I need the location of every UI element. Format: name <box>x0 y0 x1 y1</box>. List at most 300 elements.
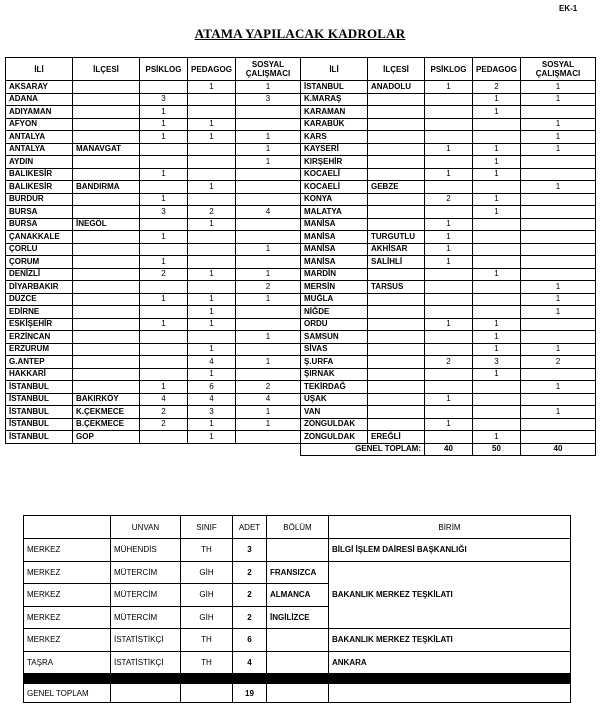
cell-class: TH <box>181 629 233 652</box>
cell-ilce <box>73 318 140 331</box>
table-row <box>6 206 596 219</box>
cell-ilce <box>368 381 425 394</box>
cell-il: DENİZLİ <box>6 268 73 281</box>
cell-pedagog: 1 <box>188 218 236 231</box>
table-header-row <box>24 516 571 539</box>
col-ilce: İLÇESİ <box>73 58 140 81</box>
cell-sosyal: 1 <box>236 331 301 344</box>
cell-sosyal <box>521 318 596 331</box>
cell-pedagog <box>188 281 236 294</box>
cell-il: ERZURUM <box>6 343 73 356</box>
cell-psikolog: 3 <box>140 93 188 106</box>
cell-sosyal: 1 <box>521 406 596 419</box>
cell-il: İSTANBUL <box>6 393 73 406</box>
cell-class: GİH <box>181 561 233 584</box>
cell-psikolog: 2 <box>140 406 188 419</box>
cell-ilce <box>368 106 425 119</box>
cell-il: BALIKESİR <box>6 168 73 181</box>
table-row <box>6 318 596 331</box>
cell-psikolog <box>425 156 473 169</box>
cell-psikolog <box>140 243 188 256</box>
cell-psikolog: 1 <box>425 218 473 231</box>
cell-il: ŞIRNAK <box>301 368 368 381</box>
cell-il: KARS <box>301 131 368 144</box>
cell-psikolog: 1 <box>425 318 473 331</box>
cell-class: TH <box>181 539 233 562</box>
cell-psikolog <box>425 131 473 144</box>
cell-sosyal: 1 <box>521 306 596 319</box>
table-row <box>6 343 596 356</box>
cell-sosyal <box>521 256 596 269</box>
cell-psikolog: 1 <box>425 256 473 269</box>
cell-unit: BAKANLIK MERKEZ TEŞKİLATI <box>329 629 571 652</box>
cell-sosyal <box>236 168 301 181</box>
cell-sosyal: 1 <box>521 81 596 94</box>
cell-il: DİYARBAKIR <box>6 281 73 294</box>
cell-pedagog: 1 <box>188 306 236 319</box>
cell-sosyal: 1 <box>521 131 596 144</box>
cell-psikolog <box>140 218 188 231</box>
cell-sosyal <box>521 168 596 181</box>
cell-pedagog <box>188 106 236 119</box>
cell-sosyal <box>236 193 301 206</box>
cell-il: VAN <box>301 406 368 419</box>
cell-pedagog: 1 <box>188 131 236 144</box>
cell-ilce <box>368 406 425 419</box>
cell-ilce <box>73 306 140 319</box>
cell-il: İSTANBUL <box>6 406 73 419</box>
table-row <box>6 143 596 156</box>
cell-ilce <box>368 93 425 106</box>
col-psikolog: PSİKLOG <box>425 58 473 81</box>
cell-psikolog <box>425 331 473 344</box>
cell-section: FRANSIZCA <box>267 561 329 584</box>
cell-psikolog <box>425 118 473 131</box>
cell-il: MALATYA <box>301 206 368 219</box>
cell-ilce: ANADOLU <box>368 81 425 94</box>
cell-ilce: TARSUS <box>368 281 425 294</box>
cell-pedagog <box>473 218 521 231</box>
table-row <box>6 331 596 344</box>
cell-class: GİH <box>181 584 233 607</box>
cell-ilce <box>368 193 425 206</box>
cell-psikolog: 1 <box>140 293 188 306</box>
positions-table <box>5 57 596 456</box>
separator-row <box>24 674 571 684</box>
cell-psikolog: 1 <box>425 143 473 156</box>
table-row <box>6 193 596 206</box>
table-row <box>6 181 596 194</box>
cell-il: ADANA <box>6 93 73 106</box>
cell-sosyal <box>521 218 596 231</box>
cell-ilce <box>73 268 140 281</box>
cell-pedagog: 1 <box>188 368 236 381</box>
cell-count: 2 <box>233 584 267 607</box>
cell-count: 6 <box>233 629 267 652</box>
cell-sosyal <box>521 431 596 444</box>
cell-il: İSTANBUL <box>6 418 73 431</box>
cell-title: İSTATİSTİKÇİ <box>111 629 181 652</box>
cell-pedagog: 1 <box>188 118 236 131</box>
cell-psikolog <box>425 106 473 119</box>
cell-ilce <box>73 193 140 206</box>
cell-il: SİVAS <box>301 343 368 356</box>
page-title: ATAMA YAPILACAK KADROLAR <box>194 26 406 41</box>
cell-il: ÇORUM <box>6 256 73 269</box>
cell-ilce <box>368 268 425 281</box>
cell-count: 4 <box>233 651 267 674</box>
cell-il: MANİSA <box>301 243 368 256</box>
cell-psikolog <box>425 368 473 381</box>
cell-ilce: TURGUTLU <box>368 231 425 244</box>
cell-pedagog: 1 <box>473 318 521 331</box>
cell-psikolog: 1 <box>425 418 473 431</box>
cell-il: AYDIN <box>6 156 73 169</box>
cell-il: G.ANTEP <box>6 356 73 369</box>
cell-psikolog <box>425 381 473 394</box>
cell-pedagog: 1 <box>473 268 521 281</box>
cell-sosyal <box>236 218 301 231</box>
cell-pedagog: 1 <box>473 206 521 219</box>
cell-psikolog: 3 <box>140 206 188 219</box>
cell-class: GİH <box>181 606 233 629</box>
black-divider <box>24 674 571 684</box>
cell-location: MERKEZ <box>24 539 111 562</box>
cell-pedagog <box>473 306 521 319</box>
cell-psikolog: 1 <box>140 118 188 131</box>
cell-sosyal <box>236 181 301 194</box>
table-row <box>6 106 596 119</box>
cell-pedagog <box>188 93 236 106</box>
cell-sosyal <box>236 343 301 356</box>
cell-sosyal: 3 <box>236 93 301 106</box>
cell-il: KOCAELİ <box>301 181 368 194</box>
cell-unit: BAKANLIK MERKEZ TEŞKİLATI <box>329 561 571 629</box>
cell-sosyal <box>521 243 596 256</box>
cell-sosyal: 1 <box>236 293 301 306</box>
cell-ilce <box>73 331 140 344</box>
cell-sosyal: 1 <box>236 243 301 256</box>
cell-ilce: MANAVGAT <box>73 143 140 156</box>
cell-ilce <box>73 206 140 219</box>
table-row <box>6 293 596 306</box>
cell-pedagog <box>188 143 236 156</box>
cell-ilce <box>368 206 425 219</box>
cell-ilce: GEBZE <box>368 181 425 194</box>
annex-label: EK-1 <box>559 4 578 13</box>
cell-sosyal: 4 <box>236 393 301 406</box>
cell-ilce <box>73 381 140 394</box>
cell-il: KIRŞEHİR <box>301 156 368 169</box>
table-row <box>6 418 596 431</box>
cell-psikolog: 1 <box>425 231 473 244</box>
cell-pedagog <box>473 231 521 244</box>
cell-ilce: BAKIRKÖY <box>73 393 140 406</box>
cell-pedagog: 1 <box>473 168 521 181</box>
table-row <box>6 406 596 419</box>
cell-psikolog: 2 <box>140 418 188 431</box>
col-sinif: SINIF <box>181 516 233 539</box>
cell-pedagog <box>473 406 521 419</box>
cell-il: ZONGULDAK <box>301 418 368 431</box>
cell-ilce <box>368 118 425 131</box>
cell-psikolog: 1 <box>425 81 473 94</box>
empty-cell <box>329 684 571 703</box>
cell-ilce: SALİHLİ <box>368 256 425 269</box>
cell-pedagog <box>188 231 236 244</box>
cell-ilce: AKHİSAR <box>368 243 425 256</box>
cell-ilce: BANDIRMA <box>73 181 140 194</box>
cell-count: 2 <box>233 606 267 629</box>
col-sosyal: SOSYAL ÇALIŞMACI <box>236 58 301 81</box>
cell-title: MÜTERCİM <box>111 584 181 607</box>
cell-il: MANİSA <box>301 256 368 269</box>
cell-psikolog: 1 <box>140 106 188 119</box>
cell-ilce <box>73 106 140 119</box>
cell-ilce <box>368 356 425 369</box>
cell-ilce <box>368 293 425 306</box>
cell-pedagog <box>188 193 236 206</box>
cell-pedagog: 6 <box>188 381 236 394</box>
cell-sosyal: 2 <box>236 381 301 394</box>
cell-sosyal: 1 <box>521 343 596 356</box>
cell-section <box>267 629 329 652</box>
cell-pedagog: 3 <box>473 356 521 369</box>
cell-ilce <box>368 418 425 431</box>
cell-pedagog <box>473 281 521 294</box>
cell-il: KARAMAN <box>301 106 368 119</box>
cell-pedagog <box>473 118 521 131</box>
cell-section: ALMANCA <box>267 584 329 607</box>
col-birim: BİRİM <box>329 516 571 539</box>
cell-sosyal: 1 <box>236 268 301 281</box>
total-label: GENEL TOPLAM <box>24 684 111 703</box>
cell-il: ANTALYA <box>6 143 73 156</box>
cell-ilce <box>73 256 140 269</box>
cell-sosyal: 1 <box>236 156 301 169</box>
cell-sosyal <box>521 331 596 344</box>
cell-il: UŞAK <box>301 393 368 406</box>
cell-ilce <box>73 281 140 294</box>
cell-pedagog: 1 <box>188 268 236 281</box>
cell-il: KARABÜK <box>301 118 368 131</box>
col-il: İLİ <box>301 58 368 81</box>
cell-pedagog: 1 <box>473 143 521 156</box>
table-row <box>6 356 596 369</box>
cell-sosyal <box>236 106 301 119</box>
cell-il: DÜZCE <box>6 293 73 306</box>
cell-psikolog: 2 <box>425 193 473 206</box>
cell-sosyal <box>236 306 301 319</box>
cell-il: AFYON <box>6 118 73 131</box>
table-row <box>6 131 596 144</box>
cell-il: ORDU <box>301 318 368 331</box>
cell-title: MÜHENDİS <box>111 539 181 562</box>
cell-ilce <box>73 131 140 144</box>
cell-psikolog <box>140 143 188 156</box>
cell-pedagog <box>473 256 521 269</box>
table-row <box>6 81 596 94</box>
empty-cell <box>181 684 233 703</box>
cell-psikolog <box>425 406 473 419</box>
table-row <box>6 218 596 231</box>
cell-pedagog: 1 <box>188 431 236 444</box>
table-row <box>6 281 596 294</box>
cell-count: 2 <box>233 561 267 584</box>
cell-sosyal <box>521 156 596 169</box>
cell-psikolog <box>425 281 473 294</box>
cell-psikolog <box>425 293 473 306</box>
cell-pedagog <box>473 243 521 256</box>
cell-pedagog <box>473 131 521 144</box>
cell-pedagog <box>188 256 236 269</box>
total-row <box>6 443 596 456</box>
cell-pedagog: 3 <box>188 406 236 419</box>
table-row <box>6 93 596 106</box>
cell-ilce <box>73 343 140 356</box>
cell-sosyal: 1 <box>236 406 301 419</box>
cell-il: MANİSA <box>301 231 368 244</box>
empty-cell <box>267 684 329 703</box>
cell-pedagog <box>473 393 521 406</box>
cell-sosyal: 1 <box>521 293 596 306</box>
cell-il: TEKİRDAĞ <box>301 381 368 394</box>
cell-il: BALIKESİR <box>6 181 73 194</box>
cell-psikolog <box>140 281 188 294</box>
cell-sosyal <box>521 268 596 281</box>
cell-psikolog <box>425 431 473 444</box>
table-row <box>6 156 596 169</box>
grand-total-value: 40 <box>425 443 473 456</box>
col-blank <box>24 516 111 539</box>
cell-sosyal: 4 <box>236 206 301 219</box>
cell-il: İSTANBUL <box>6 381 73 394</box>
cell-location: MERKEZ <box>24 584 111 607</box>
cell-sosyal: 2 <box>521 356 596 369</box>
cell-il: ADIYAMAN <box>6 106 73 119</box>
cell-sosyal <box>521 368 596 381</box>
cell-psikolog: 2 <box>425 356 473 369</box>
table-row <box>6 168 596 181</box>
cell-psikolog: 1 <box>140 131 188 144</box>
cell-psikolog <box>140 331 188 344</box>
cell-ilce <box>368 218 425 231</box>
table-row <box>24 629 571 652</box>
cell-location: MERKEZ <box>24 606 111 629</box>
cell-sosyal <box>521 193 596 206</box>
cell-psikolog <box>140 356 188 369</box>
cell-psikolog <box>425 343 473 356</box>
cell-sosyal: 1 <box>521 181 596 194</box>
col-unvan: UNVAN <box>111 516 181 539</box>
cell-psikolog: 1 <box>425 168 473 181</box>
cell-il: MUĞLA <box>301 293 368 306</box>
cell-pedagog <box>188 331 236 344</box>
col-adet: ADET <box>233 516 267 539</box>
table-row <box>6 118 596 131</box>
cell-unit: ANKARA <box>329 651 571 674</box>
cell-psikolog: 1 <box>425 243 473 256</box>
cell-il: NİĞDE <box>301 306 368 319</box>
cell-il: İSTANBUL <box>6 431 73 444</box>
cell-pedagog: 2 <box>473 81 521 94</box>
cell-pedagog: 1 <box>473 331 521 344</box>
cell-ilce <box>73 368 140 381</box>
cell-psikolog <box>140 156 188 169</box>
col-pedagog: PEDAGOG <box>188 58 236 81</box>
cell-il: ANTALYA <box>6 131 73 144</box>
cell-pedagog: 1 <box>473 193 521 206</box>
cell-pedagog: 1 <box>188 81 236 94</box>
cell-sosyal <box>236 256 301 269</box>
cell-ilce <box>73 243 140 256</box>
table-row <box>6 368 596 381</box>
total-row <box>24 684 571 703</box>
cell-sosyal: 1 <box>236 81 301 94</box>
cell-il: BURSA <box>6 218 73 231</box>
col-sosyal: SOSYAL ÇALIŞMACI <box>521 58 596 81</box>
cell-il: MERSİN <box>301 281 368 294</box>
table-row <box>24 561 571 584</box>
cell-sosyal <box>521 231 596 244</box>
grand-total-value: 50 <box>473 443 521 456</box>
cell-location: MERKEZ <box>24 629 111 652</box>
cell-psikolog <box>140 81 188 94</box>
cell-sosyal <box>236 368 301 381</box>
staff-table <box>23 515 571 703</box>
cell-pedagog: 4 <box>188 393 236 406</box>
cell-sosyal: 1 <box>236 418 301 431</box>
cell-ilce <box>368 331 425 344</box>
table-row <box>24 539 571 562</box>
cell-pedagog <box>188 168 236 181</box>
total-count: 19 <box>233 684 267 703</box>
cell-sosyal <box>521 206 596 219</box>
cell-ilce <box>73 93 140 106</box>
cell-psikolog <box>425 181 473 194</box>
cell-psikolog: 1 <box>140 381 188 394</box>
cell-il: AKSARAY <box>6 81 73 94</box>
cell-ilce <box>368 168 425 181</box>
cell-psikolog <box>140 431 188 444</box>
cell-il: Ş.URFA <box>301 356 368 369</box>
cell-ilce <box>368 368 425 381</box>
col-psikolog: PSİKLOG <box>140 58 188 81</box>
cell-il: KAYSERİ <box>301 143 368 156</box>
cell-unit: BİLGİ İŞLEM DAİRESİ BAŞKANLIĞI <box>329 539 571 562</box>
cell-pedagog <box>473 381 521 394</box>
cell-location: TAŞRA <box>24 651 111 674</box>
cell-pedagog: 1 <box>188 418 236 431</box>
cell-pedagog: 1 <box>473 368 521 381</box>
cell-ilce: K.ÇEKMECE <box>73 406 140 419</box>
cell-pedagog: 1 <box>473 93 521 106</box>
cell-ilce <box>73 231 140 244</box>
cell-psikolog: 1 <box>140 231 188 244</box>
cell-il: ÇANAKKALE <box>6 231 73 244</box>
cell-ilce <box>73 168 140 181</box>
cell-psikolog: 1 <box>140 256 188 269</box>
cell-il: MANİSA <box>301 218 368 231</box>
cell-pedagog: 1 <box>188 181 236 194</box>
cell-sosyal: 1 <box>236 356 301 369</box>
col-pedagog: PEDAGOG <box>473 58 521 81</box>
cell-psikolog: 1 <box>140 193 188 206</box>
cell-psikolog <box>140 306 188 319</box>
cell-pedagog: 1 <box>188 293 236 306</box>
cell-ilce <box>73 118 140 131</box>
cell-ilce <box>73 293 140 306</box>
